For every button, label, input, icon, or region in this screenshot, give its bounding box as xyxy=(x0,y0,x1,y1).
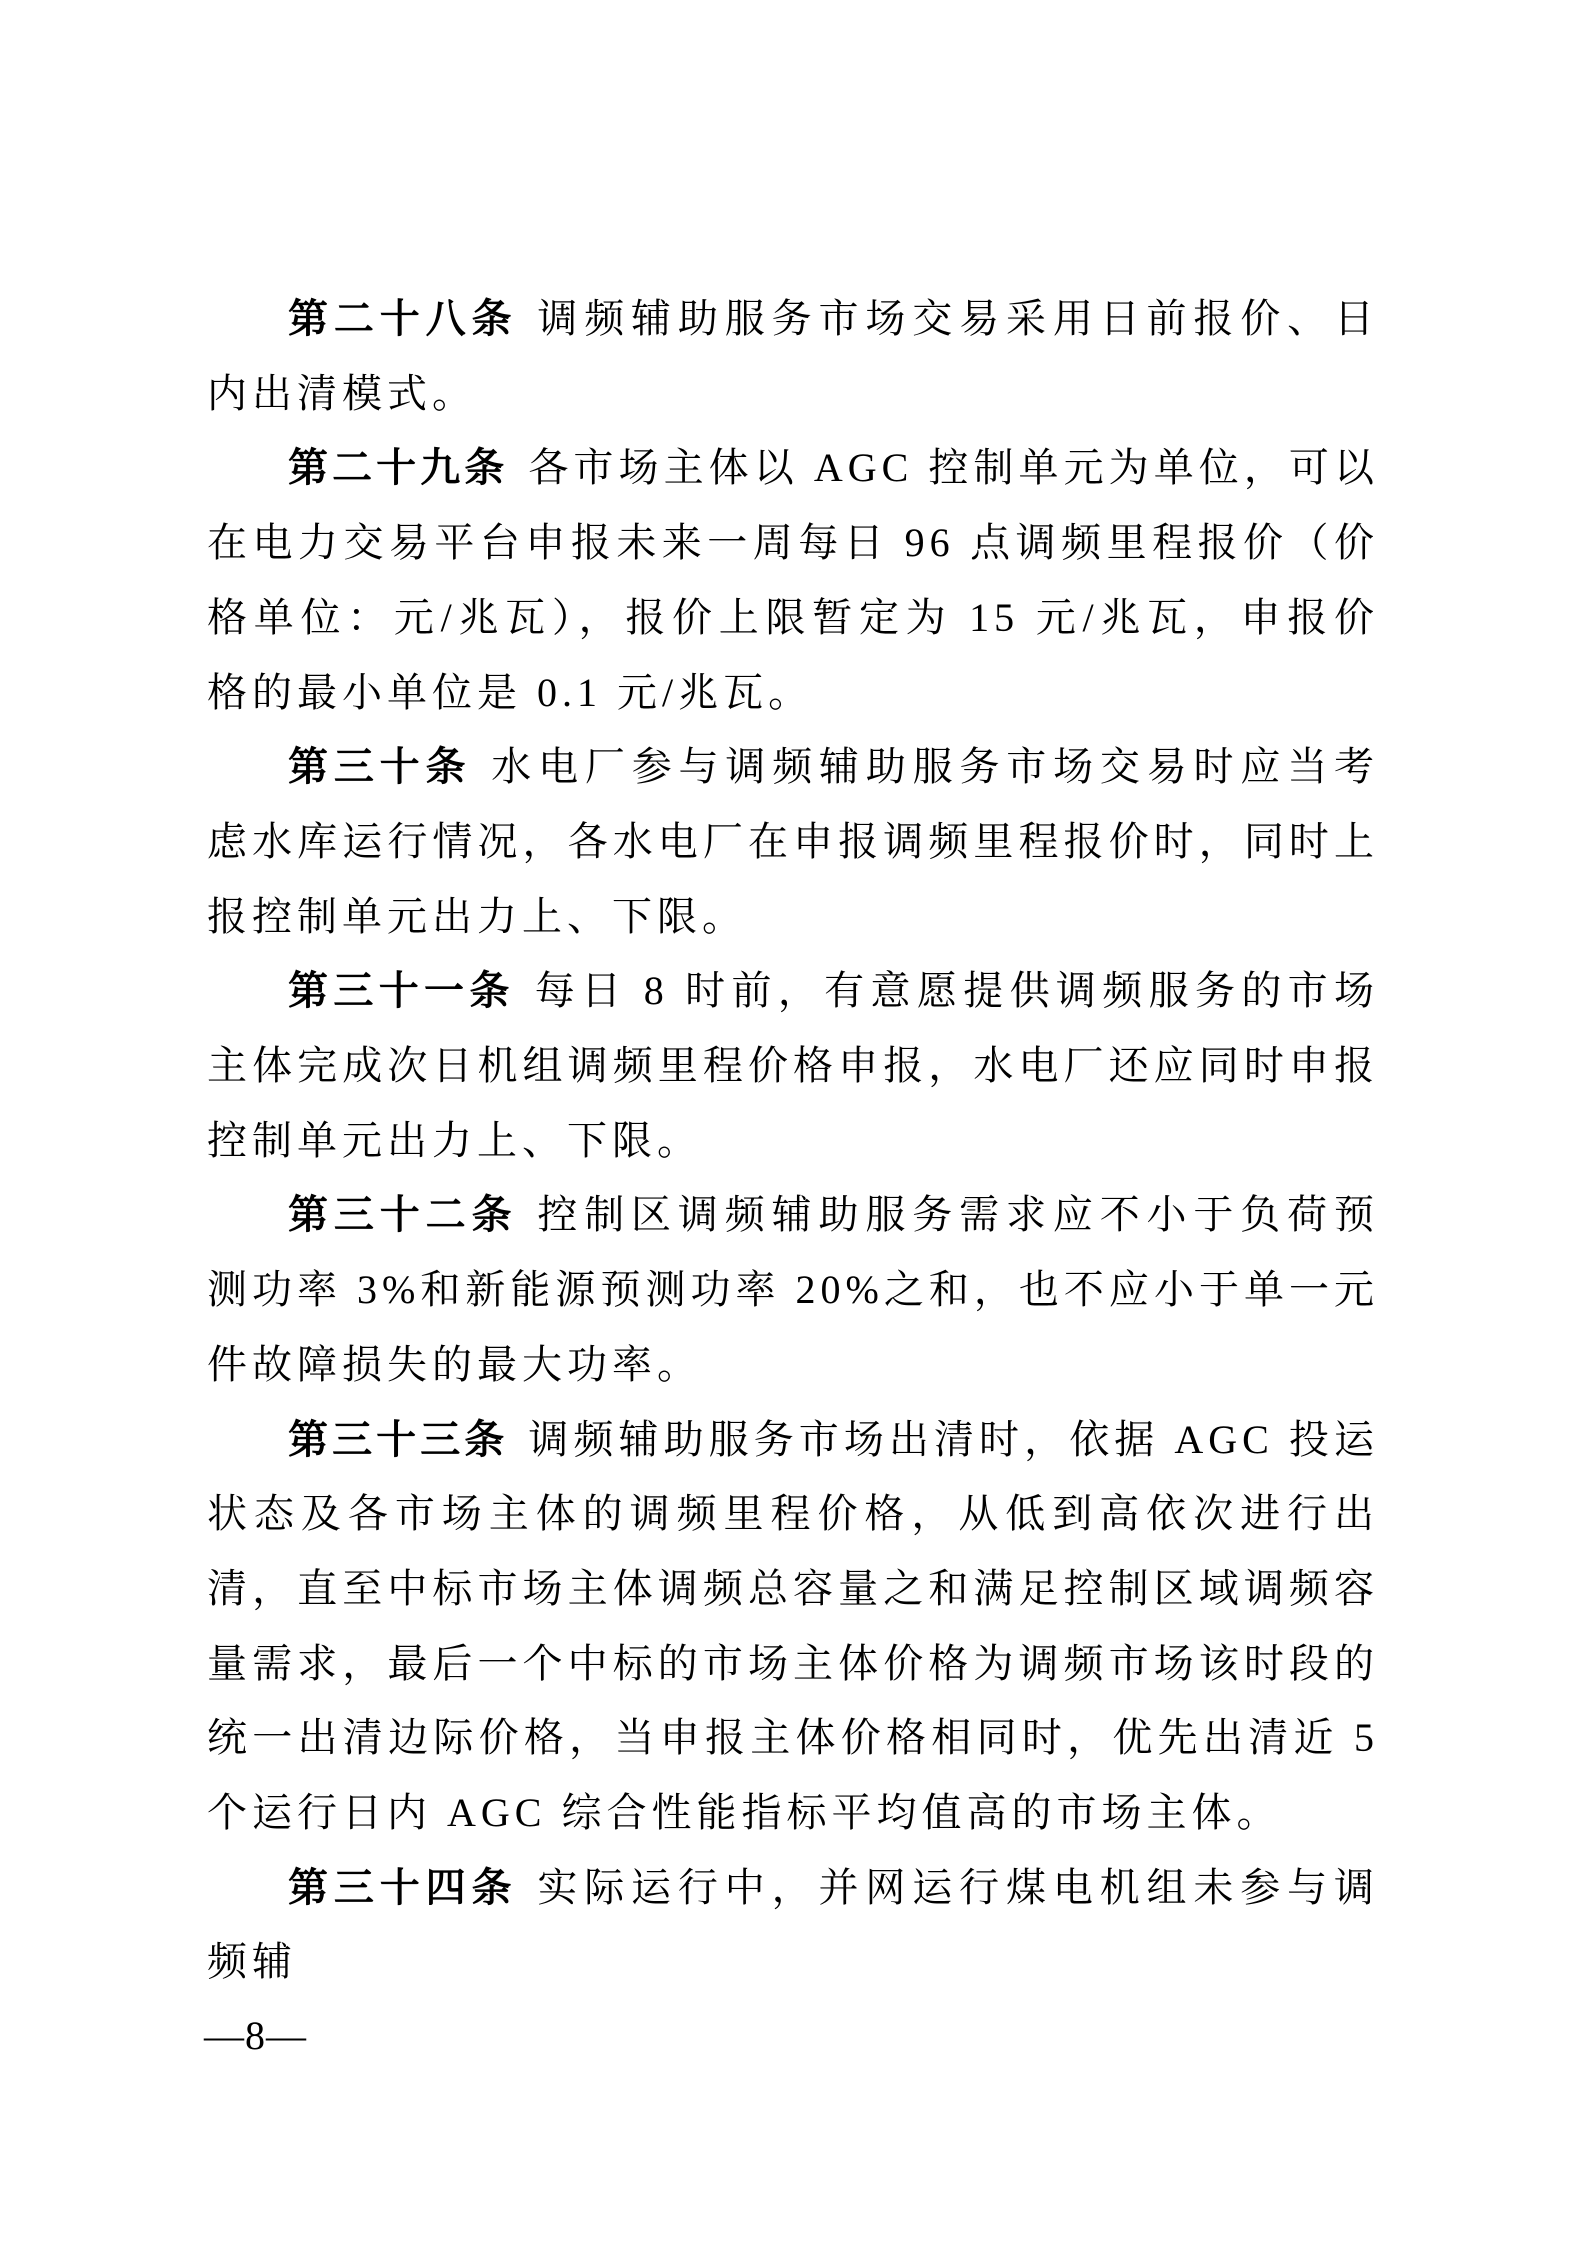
article-31-text: 每日 8 时前，有意愿提供调频服务的市场主体完成次日机组调频里程价格申报，水电厂还应同时申报控制单元出力上、下限。 xyxy=(207,968,1380,1163)
article-28-paragraph xyxy=(207,282,1379,431)
article-29-paragraph xyxy=(207,431,1379,730)
article-29-number: 第二十九条 xyxy=(288,446,509,491)
article-28-text: 调频辅助服务市场交易采用日前报价、日内出清模式。 xyxy=(207,296,1380,416)
article-33-text: 调频辅助服务市场出清时，依据 AGC 投运状态及各市场主体的调频里程价格，从低到高依次进行出清，直至中标市场主体调频总容量之和满足控制区域调频容量需求，最后一个中标的市场主体价格为调频市场该时段的统一出清边际价格，当申报主体价格相同时，优先出清近 5 个运行日内 AGC 综合性能指标平均值高的市场主体。 xyxy=(207,1416,1380,1836)
article-34-text: 实际运行中，并网运行煤电机组未参与调频辅 xyxy=(207,1864,1380,1985)
article-32-number: 第三十二条 xyxy=(288,1193,518,1238)
article-34-paragraph xyxy=(207,1851,1379,2000)
article-31-paragraph xyxy=(207,954,1379,1178)
article-30-paragraph xyxy=(207,730,1379,954)
article-32-paragraph xyxy=(207,1178,1379,1402)
article-30-text: 水电厂参与调频辅助服务市场交易时应当考虑水库运行情况，各水电厂在申报调频里程报价时，同时上报控制单元出力上、下限。 xyxy=(207,744,1380,939)
page-number: —8— xyxy=(204,2013,307,2058)
article-32-text: 控制区调频辅助服务需求应不小于负荷预测功率 3%和新能源预测功率 20%之和，也不应小于单一元件故障损失的最大功率。 xyxy=(207,1192,1380,1387)
article-28-number: 第二十八条 xyxy=(288,297,518,341)
article-31-number: 第三十一条 xyxy=(288,969,515,1014)
article-29-text: 各市场主体以 AGC 控制单元为单位，可以在电力交易平台申报未来一周每日 96 点调频里程报价（价格单位：元/兆瓦），报价上限暂定为 15 元/兆瓦，申报价格的最小单位是 0.1 元/兆瓦。 xyxy=(207,445,1380,715)
article-34-number: 第三十四条 xyxy=(288,1865,518,1910)
article-33-paragraph xyxy=(207,1403,1379,1851)
article-30-number: 第三十条 xyxy=(288,745,472,790)
article-33-number: 第三十三条 xyxy=(288,1417,509,1462)
page-content xyxy=(207,0,1379,2000)
